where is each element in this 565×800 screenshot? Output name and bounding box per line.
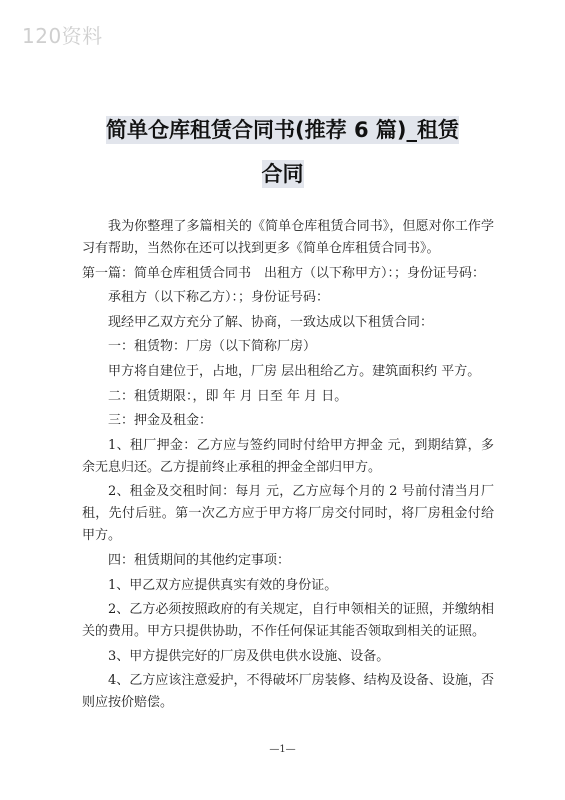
- document-body: [82, 216, 494, 717]
- paragraph-item-3: 3、甲方提供完好的厂房及供电供水设施、设备。: [108, 648, 390, 664]
- paragraph-lessor: 第一篇：简单仓库租赁合同书 出租方（以下称甲方）：；身份证号码：: [82, 265, 486, 281]
- paragraph-item-1: 1、甲乙双方应提供真实有效的身份证。: [108, 577, 338, 593]
- document-title: [60, 108, 505, 196]
- paragraph-lessee: 承租方（以下称乙方）：；身份证号码：: [108, 290, 330, 306]
- title-line-2: 合同: [261, 162, 304, 186]
- paragraph-section-2: 二：租赁期限：，即 年 月 日至 年 月 日。: [108, 388, 348, 404]
- paragraph-item-2: 2、乙方必须按照政府的有关规定，自行申领相关的证照，并缴纳相关的费用。甲方只提供协助，不作任何保证其能否领取到相关的证照。: [82, 602, 494, 640]
- title-line-1: 简单仓库租赁合同书(推荐 6 篇)_租赁: [106, 118, 459, 142]
- paragraph-section-3: 三：押金及租金：: [108, 413, 213, 429]
- paragraph-property: 甲方将自建位于，占地，厂房 层出租给乙方。建筑面积约 平方。: [108, 363, 481, 379]
- paragraph-rent: 2、租金及交租时间：每月 元，乙方应每个月的 2 号前付清当月厂租，先付后驻。第一次乙方应于甲方将厂房交付同时，将厂房租金付给甲方。: [82, 484, 494, 544]
- paragraph-section-4: 四：租赁期间的其他约定事项：: [108, 552, 291, 568]
- page-number: —1—: [269, 744, 296, 755]
- paragraph-agreement: 现经甲乙双方充分了解、协商，一致达成以下租赁合同：: [108, 314, 434, 330]
- paragraph-section-1: 一：租赁物：厂房（以下简称厂房）: [108, 339, 317, 355]
- paragraph-deposit: 1、租厂押金：乙方应与签约同时付给甲方押金 元，到期结算，多余无息归还。乙方提前终止承租的押金全部归甲方。: [82, 437, 494, 475]
- paragraph-intro: 我为你整理了多篇相关的《简单仓库租赁合同书》，但愿对你工作学习有帮助，当然你在还可以找到更多《简单仓库租赁合同书》。: [82, 219, 494, 256]
- paragraph-item-4: 4、乙方应该注意爱护，不得破坏厂房装修、结构及设备、设施，否则应按价赔偿。: [82, 673, 494, 711]
- watermark: 120资料: [22, 24, 103, 48]
